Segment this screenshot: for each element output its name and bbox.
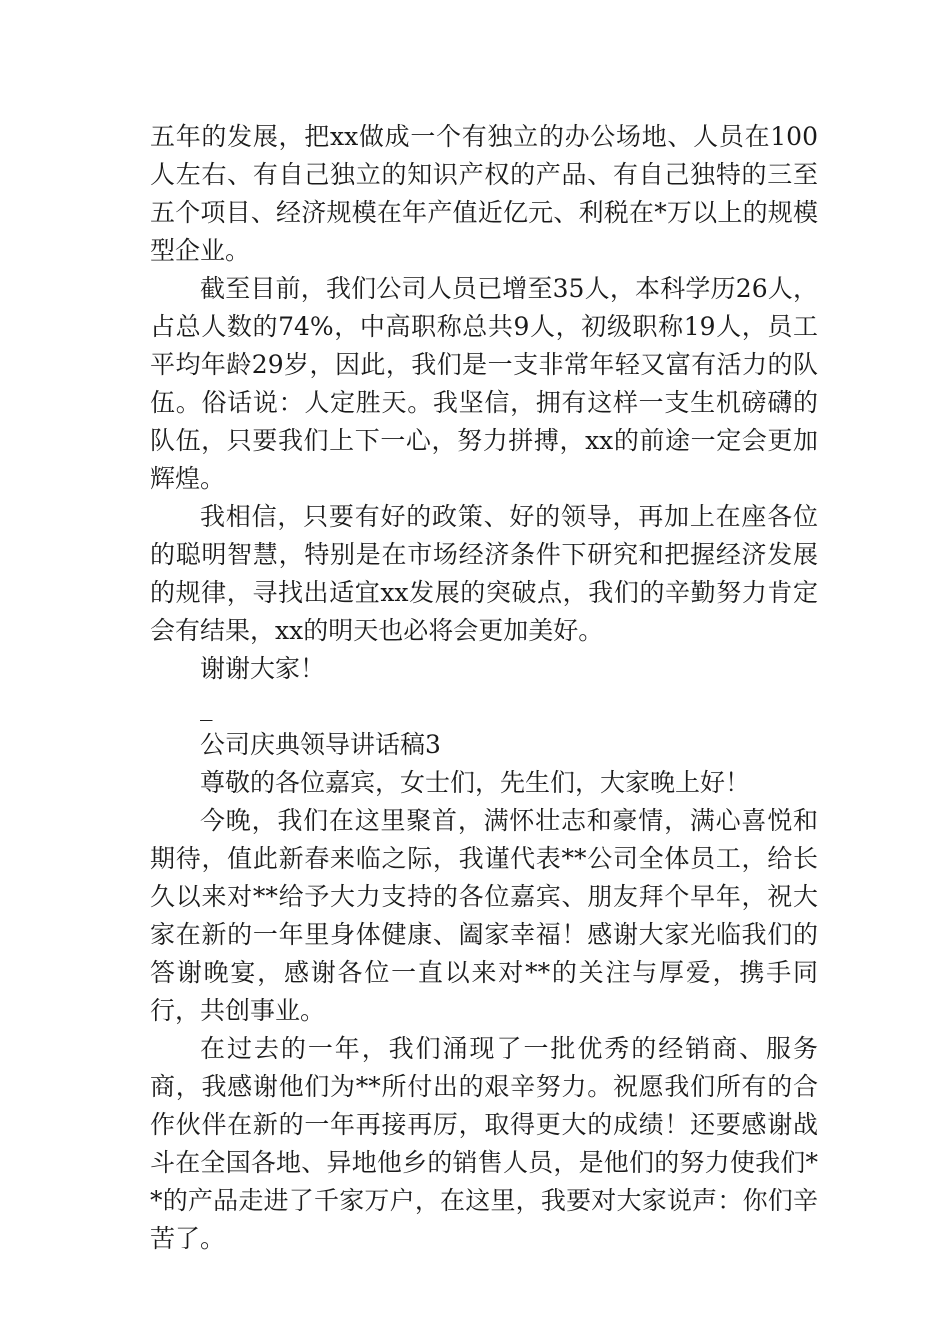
greeting-line: 尊敬的各位嘉宾，女士们，先生们，大家晚上好！ <box>200 768 751 797</box>
paragraph-3: 我相信，只要有好的政策、好的领导，再加上在座各位的聪明智慧，特别是在市场经济条件下研究和把握经济发展的规律，寻找出适宜xx发展的突破点，我们的辛勤努力肯定会有结果，xx的明天也必将会更加美好。 <box>150 502 818 645</box>
document-body <box>150 118 818 1258</box>
separator-mark: _ <box>200 692 213 721</box>
thanks-line: 谢谢大家！ <box>200 654 326 683</box>
paragraph-5: 在过去的一年，我们涌现了一批优秀的经销商、服务商，我感谢他们为**所付出的艰辛努力。祝愿我们所有的合作伙伴在新的一年再接再厉，取得更大的成绩！还要感谢战斗在全国各地、异地他乡的销售人员，是他们的努力使我们**的产品走进了千家万户，在这里，我要对大家说声：你们辛苦了。 <box>150 1034 818 1253</box>
section-title: 公司庆典领导讲话稿3 <box>200 730 441 759</box>
paragraph-2: 截至目前，我们公司人员已增至35人，本科学历26人，占总人数的74%，中高职称总共9人，初级职称19人，员工平均年龄29岁，因此，我们是一支非常年轻又富有活力的队伍。俗话说：人定胜天。我坚信，拥有这样一支生机磅礴的队伍，只要我们上下一心，努力拼搏，xx的前途一定会更加辉煌。 <box>150 274 818 493</box>
paragraph-4: 今晚，我们在这里聚首，满怀壮志和豪情，满心喜悦和期待，值此新春来临之际，我谨代表**公司全体员工，给长久以来对**给予大力支持的各位嘉宾、朋友拜个早年，祝大家在新的一年里身体健康、阖家幸福！感谢大家光临我们的答谢晚宴，感谢各位一直以来对**的关注与厚爱，携手同行，共创事业。 <box>150 806 818 1025</box>
paragraph-1: 五年的发展，把xx做成一个有独立的办公场地、人员在100人左右、有自己独立的知识产权的产品、有自己独特的三至五个项目、经济规模在年产值近亿元、利税在*万以上的规模型企业。 <box>150 122 818 265</box>
